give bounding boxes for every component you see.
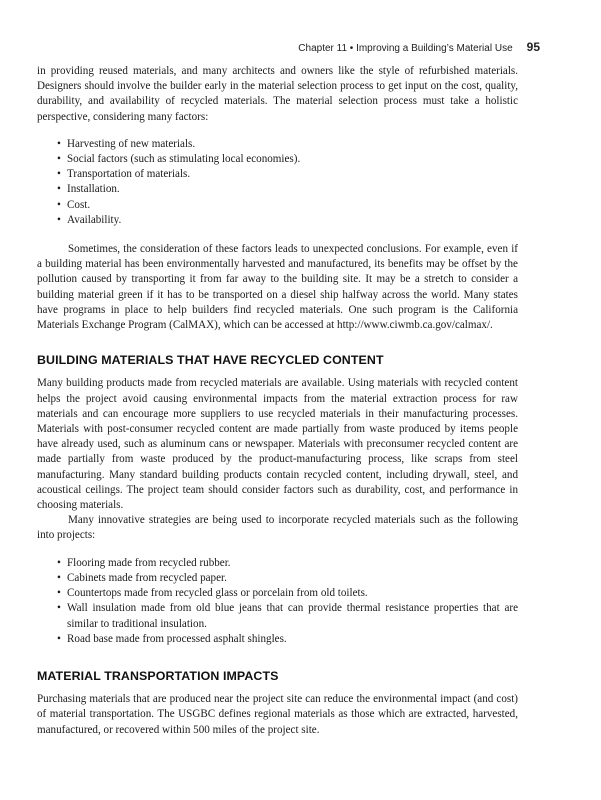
section-heading-transportation: MATERIAL TRANSPORTATION IMPACTS: [37, 668, 279, 683]
bullet-icon: •: [57, 571, 61, 584]
bullet-icon: •: [57, 198, 61, 211]
bullet-icon: •: [57, 137, 61, 150]
recycled-paragraph-2: Many innovative strategies are being used to incorporate recycled materials such as the following into projects:: [37, 514, 518, 542]
list-item: • Installation.: [37, 182, 518, 197]
bullet-icon: •: [57, 168, 61, 181]
factors-list: [37, 137, 518, 228]
list-item: • Road base made from processed asphalt shingles.: [37, 632, 518, 647]
intro-paragraph: in providing reused materials, and many architects and owners like the style of refurbished materials. Designers should involve the builder early in the material selection process to get input on the cost, quality, durability, and availability of recycled materials. The material selection process must take a holistic perspective, considering many factors:: [37, 65, 518, 123]
considerations-paragraph: Sometimes, the consideration of these factors leads to unexpected conclusions. For example, even if a building material has been environmentally harvested and manufactured, its benefits may be offset by the pollution caused by transporting it from far away to the building site. It may be a stretch to consider a building material green if it has to be transported on a diesel ship halfway across the world. Many states have programs in place to help builders find recycled materials. One such program is the California Materials Exchange Program (CalMAX), which can be accessed at http://www.ciwmb.ca.gov/calmax/.: [37, 243, 518, 332]
list-item: • Transportation of materials.: [37, 167, 518, 182]
transport-paragraph: Purchasing materials that are produced near the project site can reduce the environmental impact (and cost) of material transportation. The USGBC defines regional materials as those which are extracted, harvested, manufactured, or recovered within 500 miles of the project site.: [37, 693, 518, 736]
list-item: • Harvesting of new materials.: [37, 137, 518, 152]
running-header: [37, 40, 540, 54]
section-heading-recycled-content: BUILDING MATERIALS THAT HAVE RECYCLED CONTENT: [37, 353, 384, 368]
list-item: • Countertops made from recycled glass or porcelain from old toilets.: [37, 586, 518, 601]
bullet-icon: •: [57, 183, 61, 196]
list-item: • Social factors (such as stimulating local economies).: [37, 152, 518, 167]
page-content: [37, 64, 518, 738]
bullet-icon: •: [57, 556, 61, 569]
list-item: • Cost.: [37, 198, 518, 213]
bullet-icon: •: [57, 587, 61, 600]
list-item: • Wall insulation made from old blue jeans that can provide thermal resistance properties that are similar to traditional insulation.: [57, 602, 518, 630]
list-item: • Flooring made from recycled rubber.: [37, 556, 518, 571]
bullet-icon: •: [57, 602, 61, 615]
running-title: Chapter 11 • Improving a Building’s Material Use: [298, 43, 513, 54]
bullet-icon: •: [57, 213, 61, 226]
list-item: • Availability.: [37, 213, 518, 228]
bullet-icon: •: [57, 632, 61, 645]
recycled-strategies-list: [37, 556, 518, 647]
bullet-icon: •: [57, 153, 61, 166]
recycled-paragraph-1: Many building products made from recycled materials are available. Using materials with recycled content helps the project avoid causing environmental impacts from the material extraction process for raw materials and can encourage more suppliers to use recycled materials in their manufacturing processes. Materials with post-consumer recycled content are made partially from waste produced by items people have already used, such as aluminum cans or newspaper. Materials with preconsumer recycled content are made partially from waste produced by the product-manufacturing process, like scraps from steel manufacturing. Many standard building products contain recycled content, including drywall, steel, and acoustical ceilings. The project team should consider factors such as durability, cost, and performance in choosing materials.: [37, 377, 518, 512]
list-item: • Cabinets made from recycled paper.: [37, 571, 518, 586]
page-number: 95: [526, 40, 540, 54]
